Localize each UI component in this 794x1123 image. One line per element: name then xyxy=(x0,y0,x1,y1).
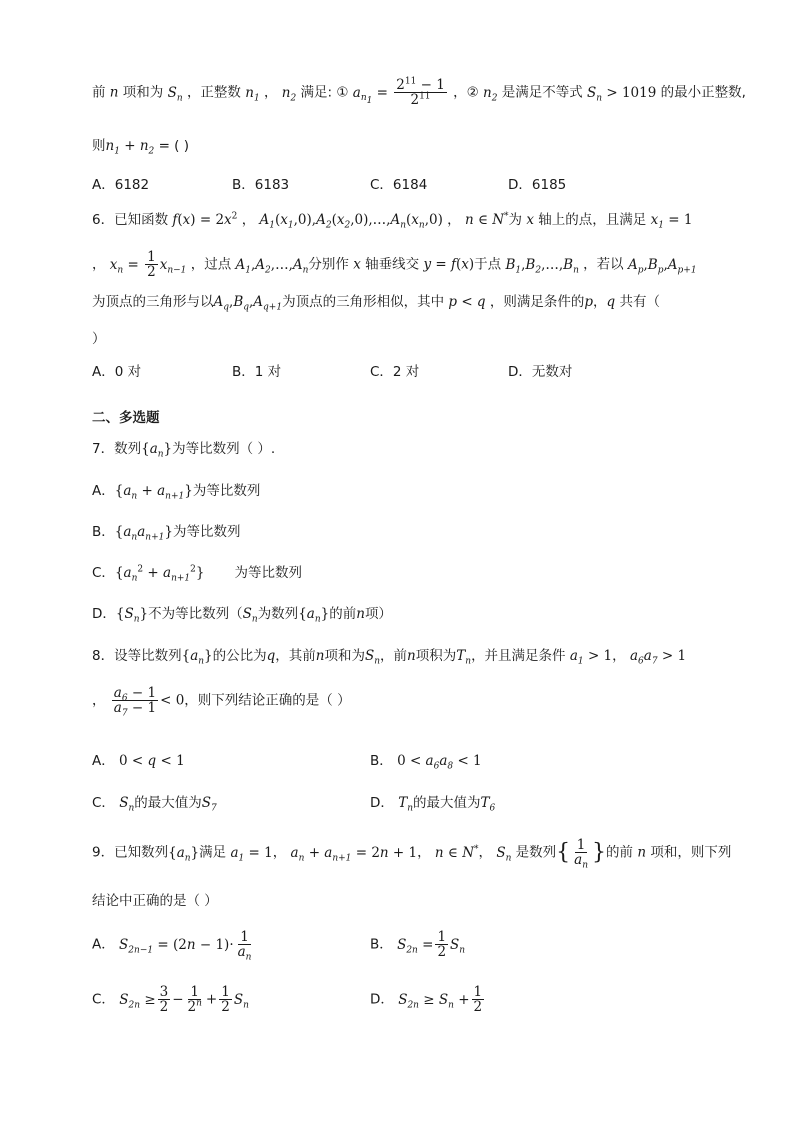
q8-text: ，其前 xyxy=(275,648,316,664)
q9-text: 的前 xyxy=(606,844,634,861)
math-tn: $T_n$ xyxy=(398,795,414,814)
math-n2: $n_2$ xyxy=(482,84,498,104)
math-sn: $S_n$ xyxy=(450,936,466,956)
math-lt-0: < 0 xyxy=(160,692,185,709)
math-an-seq: $\{a_n\}$ xyxy=(168,844,200,864)
math-xn-1: $x_{n-1}$ xyxy=(159,256,187,276)
q9-option-b[interactable] xyxy=(370,930,465,959)
math-sn: $S_n$ xyxy=(365,648,381,667)
fraction-3-2: $\frac{3}{2}$ xyxy=(159,984,169,1016)
math-n2: $n_2$ xyxy=(281,84,297,104)
fraction-1-over-an: $\frac{1}{a_n}$ xyxy=(237,929,252,963)
option-label: C． xyxy=(92,991,115,1008)
math-x1-eq-1: $x_1 = 1$ xyxy=(650,212,693,231)
q6-text: 为顶点的三角形相似，其中 xyxy=(282,294,445,310)
option-text: 为等比数列 xyxy=(192,483,261,499)
q6-option-c[interactable]: C．2 对 xyxy=(370,364,420,380)
option-text: 为等比数列 xyxy=(234,565,303,581)
math-n1: $n_1$ xyxy=(245,84,260,104)
q8-option-b[interactable] xyxy=(370,749,482,772)
math-p-q: p，q xyxy=(584,294,616,310)
math-t6: $T_6$ xyxy=(480,795,496,814)
math-p-lt-q: p < q xyxy=(448,294,486,310)
option-text: 的最大值为 xyxy=(134,795,202,811)
math-sn: $S_n$ xyxy=(242,606,258,625)
math-n1-plus-n2: $n_1 + n_2$ xyxy=(105,138,155,157)
q9-text: ， xyxy=(478,844,493,861)
fraction-1-over-2n: $\frac{1}{2^n}$ xyxy=(187,984,202,1016)
option-label: B． xyxy=(370,753,393,769)
fraction-2-11: $\frac{2^{11} - 1}{2^{11}}$ xyxy=(396,76,445,109)
q6-text: ，若以 xyxy=(583,256,624,273)
option-text: 为数列 xyxy=(257,606,299,622)
math-sn-gt-1019: $S_n > 1019$ xyxy=(587,84,657,104)
q8-text: ，并且满足条件 xyxy=(471,648,566,664)
q8-line-1 xyxy=(92,644,687,667)
fraction-half: $\frac{1}{2}$ xyxy=(437,929,447,961)
option-label: B． xyxy=(92,524,115,540)
option-label: D． xyxy=(92,606,116,622)
fraction-half: $\frac{1}{2}$ xyxy=(473,984,483,1016)
q5-text: 是满足不等式 xyxy=(501,84,583,101)
math-a-n1: $a_{n_1}$ = xyxy=(352,84,388,107)
math-sn-seq: $\{S_n\}$ xyxy=(115,606,149,625)
option-text: 为等比数列 xyxy=(172,524,241,540)
math-fx: $f(x) = 2x^2$ xyxy=(172,211,238,228)
math-a1-eq-1: $a_1 = 1$ xyxy=(230,844,273,864)
q6-option-a[interactable]: A．0 对 xyxy=(92,364,142,380)
option-label: D． xyxy=(370,795,394,811)
math-an-plus-an1: $\{a_n + a_{n+1}\}$ xyxy=(114,483,193,502)
q8-option-c[interactable] xyxy=(92,791,217,814)
section-title: 二、多选题 xyxy=(92,410,160,426)
q6-text: ，则满足条件的 xyxy=(489,294,585,310)
q6-text: ，过点 xyxy=(190,256,232,273)
fraction-a6-a7: $\frac{a_6 - 1}{a_7 - 1}$ xyxy=(113,685,157,719)
q8-text: ， xyxy=(92,692,106,709)
math-an2-plus-an12: $\{a_n^2 + a_{n+1}^2\}$ xyxy=(114,564,205,584)
math-b-points: $B_1,B_2,\dots,B_n$ xyxy=(505,256,579,276)
q5-option-a[interactable]: A．6182 xyxy=(92,177,150,193)
math-an-seq: $\{a_n\}$ xyxy=(181,648,213,667)
q5-option-b[interactable]: B．6183 xyxy=(232,177,290,193)
q8-text: 8．设等比数列 xyxy=(92,648,182,664)
q6-line-4: ） xyxy=(92,331,106,347)
math-xn-recurrence: $x_n$ = xyxy=(109,256,139,276)
q5-option-c[interactable]: C．6184 xyxy=(370,177,428,193)
option-label: B． xyxy=(370,936,393,953)
q7-stem xyxy=(92,437,276,460)
math-0-lt-q-lt-1: 0 < q < 1 xyxy=(119,753,185,769)
math-s2n-ge: $S_{2n}$ ≥ xyxy=(119,991,156,1011)
option-text: 的最大值为 xyxy=(413,795,481,811)
q6-text: 为 xyxy=(508,212,523,228)
fraction-half: $\frac{1}{2}$ xyxy=(147,249,156,281)
math-sn: $S_n$ xyxy=(496,844,512,864)
math-an-an1: $\{a_na_{n+1}\}$ xyxy=(114,524,173,543)
q9-text: 满足 xyxy=(199,844,227,861)
math-a1-gt-1: $a_1 > 1$ xyxy=(569,648,613,667)
option-label: C． xyxy=(92,795,115,811)
q5-text: 满足: ① xyxy=(300,84,349,101)
math-points-a: $A_1(x_1,0),A_2(x_2,0),\dots,A_n(x_n,0)$ xyxy=(259,212,443,231)
math-aqbqaq1: $A_q,B_q,A_{q+1}$ xyxy=(213,294,283,313)
math-x: x xyxy=(353,256,361,273)
math-y-fx: y = f(x) xyxy=(423,256,475,273)
q6-text: 轴垂线交 xyxy=(365,256,420,273)
q6-option-b[interactable]: B．1 对 xyxy=(232,364,282,380)
q6-text: 为顶点的三角形与以 xyxy=(92,294,214,310)
q8-line-2 xyxy=(92,685,351,719)
q9-option-d[interactable] xyxy=(370,985,486,1014)
q9-line-1 xyxy=(92,837,732,871)
q8-text: ，前 xyxy=(380,648,408,664)
math-n: n xyxy=(356,606,365,622)
math-n-in-n: n ∈ N* xyxy=(434,844,479,861)
q6-text: ， xyxy=(92,256,106,273)
fraction-1-over-an: $\frac{1}{a_n}$ xyxy=(574,837,589,871)
q9-text: 是数列 xyxy=(515,844,557,861)
option-label: A． xyxy=(92,753,115,769)
q5-line-1 xyxy=(92,78,746,107)
q9-option-a[interactable] xyxy=(92,929,255,963)
q5-text: ， xyxy=(263,84,278,101)
math-s2n-half-sn: $S_{2n}$ = xyxy=(397,936,434,956)
math-0-lt-a6a8-lt-1: $0 < a_6a_8 < 1$ xyxy=(397,753,482,772)
math-a-points: $A_1,A_2,\dots,A_n$ xyxy=(235,256,309,276)
q9-line-2: 结论中正确的是（ ） xyxy=(92,893,218,909)
q6-text: 6．已知函数 xyxy=(92,212,169,228)
q8-text: ，则下列结论正确的是（ ） xyxy=(184,692,351,709)
brace-left: { xyxy=(556,840,571,866)
math-s2n-1: $S_{2n-1} = (2n - 1)\cdot$ xyxy=(119,936,234,956)
q9-text: ， xyxy=(272,844,287,861)
option-label: C． xyxy=(92,565,115,581)
option-text: 项） xyxy=(364,606,392,622)
q5-text: 则 xyxy=(92,138,106,154)
q6-text: 于点 xyxy=(474,256,502,273)
q7-text: 为等比数列（ ）. xyxy=(172,441,276,457)
q5-text: 的最小正整数, xyxy=(660,84,746,101)
q7-text: 7．数列 xyxy=(92,441,142,457)
q5-text: 项和为 xyxy=(122,84,164,101)
math-s7: $S_7$ xyxy=(201,795,217,814)
q6-line-1 xyxy=(92,208,693,231)
math-s2n-ge-sn: $S_{2n} \ge S_n$ + xyxy=(398,991,470,1011)
q5-text: = ( ) xyxy=(158,138,190,154)
q8-option-a[interactable] xyxy=(92,749,185,769)
q9-text: 9．已知数列 xyxy=(92,844,169,861)
q9-option-c[interactable] xyxy=(92,985,249,1014)
q6-line-2 xyxy=(92,250,697,279)
q5-text: 前 xyxy=(92,84,106,101)
q6-text: 轴上的点，且满足 xyxy=(538,212,647,228)
option-text: 的前 xyxy=(329,606,357,622)
q6-text: 分别作 xyxy=(308,256,349,273)
math-an-seq: $\{a_n\}$ xyxy=(141,441,173,460)
option-label: D． xyxy=(370,991,394,1008)
option-label: A． xyxy=(92,483,115,499)
q5-line-2 xyxy=(92,134,190,157)
q8-text: 项积为 xyxy=(415,648,457,664)
q8-text: 的公比为 xyxy=(212,648,267,664)
q6-line-3 xyxy=(92,290,660,313)
q7-option-c[interactable] xyxy=(92,561,303,584)
q5-text: ，② xyxy=(453,84,479,101)
fraction-half: $\frac{1}{2}$ xyxy=(221,984,230,1016)
math-sn: $S_n$ xyxy=(233,991,249,1011)
q9-text: 项和，则下列 xyxy=(650,844,732,861)
q7-option-d[interactable] xyxy=(92,602,392,625)
q6-option-d[interactable]: D．无数对 xyxy=(508,364,573,380)
math-an-an1-eq: $a_n + a_{n+1} = 2n + 1$ xyxy=(290,844,418,864)
brace-right: } xyxy=(592,840,607,866)
math-n: n xyxy=(637,844,647,861)
math-x: x xyxy=(526,212,534,228)
q6-text: ， xyxy=(241,212,256,228)
q5-option-d[interactable]: D．6185 xyxy=(508,177,567,193)
math-a6a7-gt-1: $a_6a_7 > 1$ xyxy=(629,648,687,667)
math-q: q xyxy=(266,648,276,664)
q7-option-b[interactable] xyxy=(92,520,241,543)
math-n-in-n: n ∈ N* xyxy=(464,211,509,228)
q6-text: ， xyxy=(447,212,461,228)
math-an-seq: $\{a_n\}$ xyxy=(298,606,330,625)
option-text: 不为等比数列（ xyxy=(148,606,243,622)
math-apbpap1: $A_p,B_p,A_{p+1}$ xyxy=(627,256,697,276)
math-n: n xyxy=(315,648,325,664)
q7-option-a[interactable] xyxy=(92,479,261,502)
q8-text: 项和为 xyxy=(324,648,365,664)
math-plus: + xyxy=(205,991,218,1008)
math-sn: $S_n$ xyxy=(119,795,135,814)
q5-text: ，正整数 xyxy=(186,84,241,101)
math-minus: − xyxy=(172,991,184,1008)
math-n: n xyxy=(407,648,416,664)
math-n: n xyxy=(109,84,119,101)
math-tn: $T_n$ xyxy=(456,648,472,667)
q6-text: 共有（ xyxy=(619,294,660,310)
q9-text: ， xyxy=(417,844,431,861)
option-label: A． xyxy=(92,936,115,953)
math-sn: $S_n$ xyxy=(167,84,183,104)
q8-text: ， xyxy=(612,648,626,664)
q8-option-d[interactable] xyxy=(370,791,496,814)
